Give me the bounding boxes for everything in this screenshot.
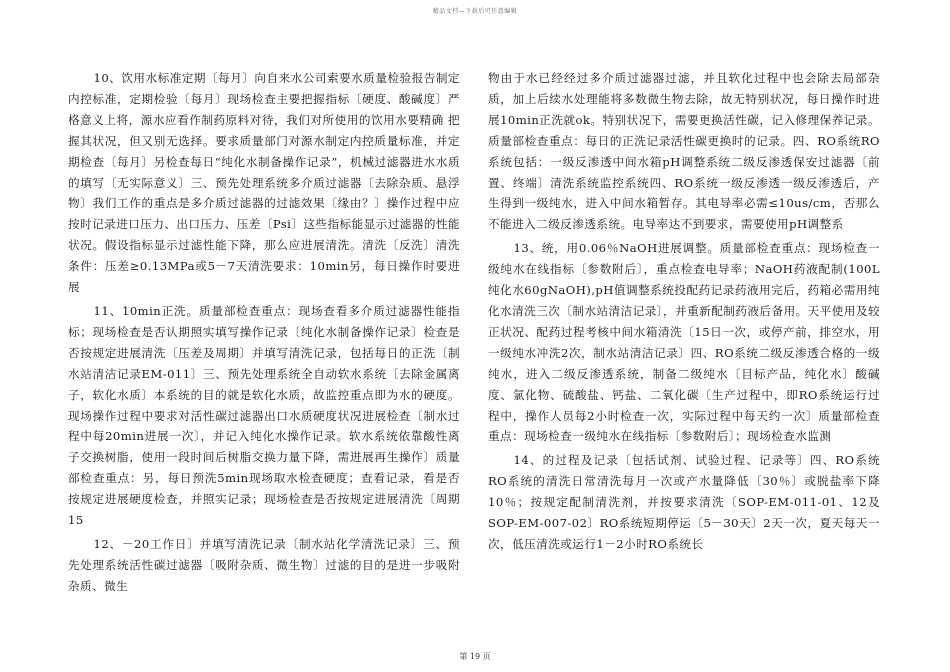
paragraph: 12、－20工作日〕并填写清洗记录〔制水站化学清洗记录〕三、预先处理系统活性碳过滤器〔吸附杂质、微生物〕过滤的目的是进一步吸附杂质、微生 <box>68 536 460 593</box>
paragraph: 11、10min正洗。质量部检查重点：现场查看多介质过滤器性能指标；现场检查是否认期照实填写操作记录〔纯化水制备操作记录〕检查是否按规定进展清洗〔压差及周期〕并填写清洗记录，包括每日的正洗〔制水站清洁记录EM-011〕三、预先处理系统全自动软水系统〔去除金属离子，软化水质〕本系统的目的就是软化水质，故监控重点即为水的硬度。现场操作过程中要求对活性碳过滤器出口水质硬度状况进展检查〔制水过程中每20min进展一次〕，并记入纯化水操作记录。软水系统依靠酸性离子交换树脂，使用一段时间后树脂交换力量下降，需进展再生操作〕质量部检查重点：另，每日预洗5min现场取水检查硬度；查看记录，看是否按规定进展硬度检查，并照实记录；现场检查是否按规定进展清洗〔周期15 <box>68 303 460 528</box>
page-number: 第 19 页 <box>459 652 491 661</box>
paragraph: 10、饮用水标准定期〔每月〕向自来水公司索要水质量检验报告制定内控标准，定期检验〔每月〕现场检查主要把握指标〔硬度、酸碱度〕严格意义上将，源水应看作制药原料对待，我们对所使用的饮用水要精确 把握其状况，但又别无选择。要求质量部门对源水制定内控质量标准，并定期检查〔每月〕另检查每日“纯化水制备操作记录”，机械过滤器进水水质的填写〔无实际意义〕三、预先处理系统多介质过滤器〔去除杂质、悬浮物〕我们工作的重点是多介质过滤器的过滤效果〔缘由？〕操作过程中应按时记录进口压力、出口压力、压差〔Psi〕这些指标能显示过滤器的性能状况。假设指标显示过滤性能下降，那么应进展清洗。清洗〔反洗〕清洗条件：压差≥0.13MPa或5－7天清洗要求：10min另，每日操作时要进展 <box>68 71 460 295</box>
left-column <box>68 68 460 600</box>
paragraph: 14、的过程及记录〔包括试剂、试验过程、记录等〕四、RO系统RO系统的清洗日常清洗每月一次或产水量降低〔30％〕或脱盐率下降10％；按规定配制清洗剂，并按要求清洗〔SOP-EM-011-01、12及SOP-EM-007-02〕RO系统短期停运〔5－30天〕2天一次，夏天每天一次，低压清洗或运行1－2小时RO系统长 <box>488 453 880 551</box>
paragraph: 物由于水已经经过多介质过滤器过滤，并且软化过程中也会除去局部杂质，加上后续水处理能将多数微生物去除，故无特别状况，每日操作时进展10min正洗就ok。特别状况下，需要更换活性碳，记入修理保养记录。质量部检查重点：每日的正洗记录活性碳更换时的记录。四、RO系统RO系统包括：一级反渗透中间水箱pH调整系统二级反渗透保安过滤器〔前置、终端〕清洗系统监控系统四、RO系统一级反渗透一级反渗透后，产生得到一级纯水，进入中间水箱暂存。其电导率必需≤10us/cm，否那么不能进入二级反渗透系统。电导率达不到要求，需要使用pH调整系 <box>488 71 880 232</box>
page-header: 精品文档—下载后可任意编辑 <box>432 8 518 15</box>
right-column <box>488 68 880 558</box>
paragraph: 13、统，用0.06％NaOH进展调整。质量部检查重点：现场检查一级纯水在线指标〔参数附后〕，重点检查电导率；NaOH药液配制(100L纯化水60gNaOH),pH值调整系统投配药记录药液用完后，药箱必需用纯化水清洗三次〔制水站清洁记录〕，并重新配制药液后备用。天平使用及较正状况、配药过程考核中间水箱清洗〔15日一次，或停产前，排空水，用一级纯水冲洗2次，制水站清洁记录〕四、RO系统二级反渗透合格的一级纯水，进入二级反渗透系统，制备二级纯水〔目标产品，纯化水〕酸碱度、氯化物、硫酸盐、钙盐、二氧化碳〔生产过程中，即RO系统运行过程中，操作人员每2小时检查一次，实际过程中每天约一次〕质量部检查重点：现场检查一级纯水在线指标〔参数附后〕；现场检查水监测 <box>488 241 880 444</box>
